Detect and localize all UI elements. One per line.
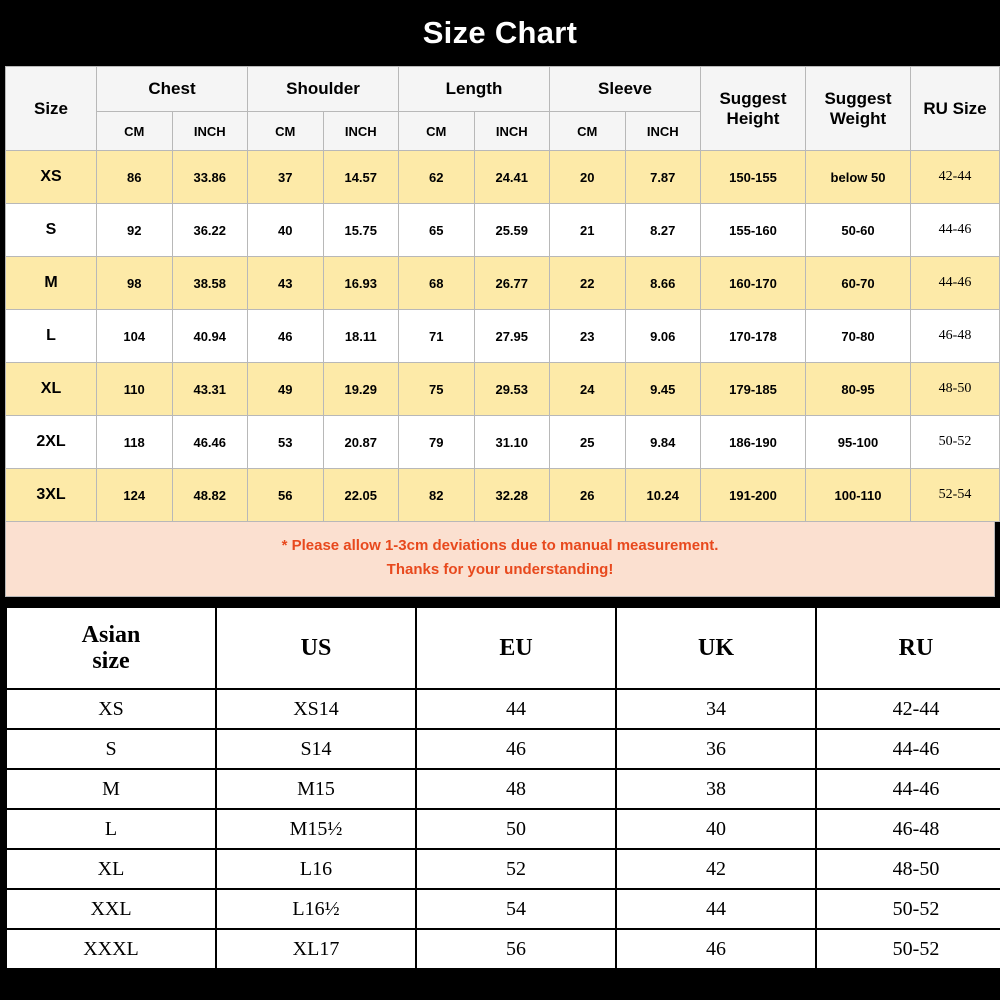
cell-shoulder-cm: 37 xyxy=(248,151,324,204)
header-ru: RU xyxy=(816,607,1000,689)
main-size-table-container xyxy=(0,66,1000,522)
cell-us: L16 xyxy=(216,849,416,889)
cell-ru: 48-50 xyxy=(911,363,1000,416)
table-row xyxy=(6,257,1000,310)
cell-shoulder-cm: 53 xyxy=(248,416,324,469)
conversion-header-row xyxy=(6,607,1000,689)
table-row xyxy=(6,151,1000,204)
cell-eu: 52 xyxy=(416,849,616,889)
cell-uk: 46 xyxy=(616,929,816,969)
cell-eu: 56 xyxy=(416,929,616,969)
cell-length-inch: 24.41 xyxy=(474,151,550,204)
cell-ru: 42-44 xyxy=(816,689,1000,729)
cell-ru: 44-46 xyxy=(911,257,1000,310)
conversion-table-body xyxy=(6,689,1000,969)
cell-size: S xyxy=(6,204,97,257)
cell-size: 2XL xyxy=(6,416,97,469)
cell-weight: 100-110 xyxy=(806,469,911,522)
cell-length-inch: 25.59 xyxy=(474,204,550,257)
header-ru-size: RU Size xyxy=(911,67,1000,151)
cell-height: 150-155 xyxy=(701,151,806,204)
cell-shoulder-cm: 40 xyxy=(248,204,324,257)
cell-length-cm: 71 xyxy=(399,310,475,363)
cell-length-inch: 26.77 xyxy=(474,257,550,310)
main-size-table xyxy=(5,66,1000,522)
cell-ru: 44-46 xyxy=(911,204,1000,257)
subheader-shoulder-cm: CM xyxy=(248,112,324,151)
subheader-sleeve-cm: CM xyxy=(550,112,626,151)
subheader-length-inch: INCH xyxy=(474,112,550,151)
cell-ru: 46-48 xyxy=(816,809,1000,849)
cell-ru: 44-46 xyxy=(816,769,1000,809)
cell-weight: 80-95 xyxy=(806,363,911,416)
cell-asian: M xyxy=(6,769,216,809)
cell-chest-inch: 46.46 xyxy=(172,416,248,469)
cell-height: 191-200 xyxy=(701,469,806,522)
cell-sleeve-cm: 24 xyxy=(550,363,626,416)
page-title: Size Chart xyxy=(422,15,578,50)
cell-asian: S xyxy=(6,729,216,769)
cell-chest-cm: 110 xyxy=(97,363,173,416)
cell-eu: 44 xyxy=(416,689,616,729)
cell-sleeve-cm: 25 xyxy=(550,416,626,469)
header-suggest-height: Suggest Height xyxy=(701,67,806,151)
cell-sleeve-inch: 10.24 xyxy=(625,469,701,522)
cell-sleeve-cm: 22 xyxy=(550,257,626,310)
table-row xyxy=(6,889,1000,929)
subheader-sleeve-inch: INCH xyxy=(625,112,701,151)
cell-uk: 44 xyxy=(616,889,816,929)
cell-shoulder-inch: 15.75 xyxy=(323,204,399,257)
table-row xyxy=(6,929,1000,969)
subheader-chest-cm: CM xyxy=(97,112,173,151)
cell-shoulder-cm: 43 xyxy=(248,257,324,310)
cell-ru: 42-44 xyxy=(911,151,1000,204)
subheader-shoulder-inch: INCH xyxy=(323,112,399,151)
cell-ru: 46-48 xyxy=(911,310,1000,363)
cell-weight: below 50 xyxy=(806,151,911,204)
header-sleeve: Sleeve xyxy=(550,67,701,112)
cell-height: 186-190 xyxy=(701,416,806,469)
cell-height: 155-160 xyxy=(701,204,806,257)
cell-sleeve-cm: 21 xyxy=(550,204,626,257)
cell-eu: 48 xyxy=(416,769,616,809)
cell-weight: 95-100 xyxy=(806,416,911,469)
cell-uk: 42 xyxy=(616,849,816,889)
cell-chest-cm: 118 xyxy=(97,416,173,469)
measurement-note xyxy=(5,522,995,597)
cell-length-cm: 68 xyxy=(399,257,475,310)
cell-length-inch: 29.53 xyxy=(474,363,550,416)
header-asian-size xyxy=(6,607,216,689)
cell-shoulder-cm: 49 xyxy=(248,363,324,416)
cell-weight: 50-60 xyxy=(806,204,911,257)
cell-length-cm: 75 xyxy=(399,363,475,416)
cell-length-cm: 65 xyxy=(399,204,475,257)
cell-sleeve-inch: 9.84 xyxy=(625,416,701,469)
cell-sleeve-inch: 9.45 xyxy=(625,363,701,416)
title-bar xyxy=(0,0,1000,66)
table-row xyxy=(6,809,1000,849)
cell-asian: XS xyxy=(6,689,216,729)
cell-asian: XXXL xyxy=(6,929,216,969)
cell-uk: 36 xyxy=(616,729,816,769)
cell-us: M15 xyxy=(216,769,416,809)
cell-ru: 50-52 xyxy=(911,416,1000,469)
cell-uk: 38 xyxy=(616,769,816,809)
main-table-body xyxy=(6,151,1000,522)
header-asian-line2: size xyxy=(92,648,130,674)
cell-shoulder-inch: 14.57 xyxy=(323,151,399,204)
cell-asian: XXL xyxy=(6,889,216,929)
cell-us: XS14 xyxy=(216,689,416,729)
cell-ru: 52-54 xyxy=(911,469,1000,522)
cell-chest-inch: 43.31 xyxy=(172,363,248,416)
cell-eu: 54 xyxy=(416,889,616,929)
cell-weight: 60-70 xyxy=(806,257,911,310)
cell-sleeve-cm: 23 xyxy=(550,310,626,363)
cell-us: M15½ xyxy=(216,809,416,849)
table-row xyxy=(6,689,1000,729)
cell-height: 160-170 xyxy=(701,257,806,310)
cell-size: L xyxy=(6,310,97,363)
cell-sleeve-cm: 26 xyxy=(550,469,626,522)
cell-length-inch: 27.95 xyxy=(474,310,550,363)
cell-chest-cm: 98 xyxy=(97,257,173,310)
cell-length-cm: 62 xyxy=(399,151,475,204)
cell-us: L16½ xyxy=(216,889,416,929)
cell-height: 179-185 xyxy=(701,363,806,416)
cell-ru: 44-46 xyxy=(816,729,1000,769)
cell-chest-cm: 86 xyxy=(97,151,173,204)
cell-shoulder-inch: 19.29 xyxy=(323,363,399,416)
header-asian-line1: Asian xyxy=(81,622,141,648)
cell-size: XL xyxy=(6,363,97,416)
cell-uk: 40 xyxy=(616,809,816,849)
cell-us: S14 xyxy=(216,729,416,769)
main-table-header-row-1 xyxy=(6,67,1000,112)
conversion-table-head xyxy=(6,607,1000,689)
header-eu: EU xyxy=(416,607,616,689)
table-row xyxy=(6,769,1000,809)
cell-chest-cm: 104 xyxy=(97,310,173,363)
cell-ru: 50-52 xyxy=(816,889,1000,929)
table-row xyxy=(6,729,1000,769)
cell-shoulder-inch: 22.05 xyxy=(323,469,399,522)
cell-sleeve-inch: 8.27 xyxy=(625,204,701,257)
cell-chest-inch: 33.86 xyxy=(172,151,248,204)
table-row xyxy=(6,469,1000,522)
header-size: Size xyxy=(6,67,97,151)
cell-asian: L xyxy=(6,809,216,849)
cell-length-cm: 79 xyxy=(399,416,475,469)
table-row xyxy=(6,849,1000,889)
cell-chest-inch: 38.58 xyxy=(172,257,248,310)
cell-length-inch: 32.28 xyxy=(474,469,550,522)
cell-shoulder-inch: 16.93 xyxy=(323,257,399,310)
cell-uk: 34 xyxy=(616,689,816,729)
table-row xyxy=(6,204,1000,257)
cell-us: XL17 xyxy=(216,929,416,969)
note-line-1: * Please allow 1-3cm deviations due to manual measurement. xyxy=(281,537,719,554)
cell-ru: 48-50 xyxy=(816,849,1000,889)
main-table-head xyxy=(6,67,1000,151)
header-shoulder: Shoulder xyxy=(248,67,399,112)
cell-asian: XL xyxy=(6,849,216,889)
cell-shoulder-cm: 56 xyxy=(248,469,324,522)
cell-chest-inch: 48.82 xyxy=(172,469,248,522)
cell-size: 3XL xyxy=(6,469,97,522)
cell-length-inch: 31.10 xyxy=(474,416,550,469)
cell-sleeve-inch: 8.66 xyxy=(625,257,701,310)
header-suggest-weight: Suggest Weight xyxy=(806,67,911,151)
cell-chest-cm: 92 xyxy=(97,204,173,257)
cell-height: 170-178 xyxy=(701,310,806,363)
cell-size: M xyxy=(6,257,97,310)
subheader-length-cm: CM xyxy=(399,112,475,151)
cell-sleeve-inch: 9.06 xyxy=(625,310,701,363)
header-uk: UK xyxy=(616,607,816,689)
cell-sleeve-cm: 20 xyxy=(550,151,626,204)
header-chest: Chest xyxy=(97,67,248,112)
conversion-table-container xyxy=(5,606,995,970)
cell-shoulder-inch: 20.87 xyxy=(323,416,399,469)
table-row xyxy=(6,363,1000,416)
cell-length-cm: 82 xyxy=(399,469,475,522)
table-row xyxy=(6,416,1000,469)
subheader-chest-inch: INCH xyxy=(172,112,248,151)
cell-shoulder-inch: 18.11 xyxy=(323,310,399,363)
cell-chest-inch: 36.22 xyxy=(172,204,248,257)
size-conversion-table xyxy=(5,606,1000,970)
cell-eu: 50 xyxy=(416,809,616,849)
cell-size: XS xyxy=(6,151,97,204)
table-row xyxy=(6,310,1000,363)
header-length: Length xyxy=(399,67,550,112)
cell-chest-cm: 124 xyxy=(97,469,173,522)
cell-ru: 50-52 xyxy=(816,929,1000,969)
header-us: US xyxy=(216,607,416,689)
cell-eu: 46 xyxy=(416,729,616,769)
cell-weight: 70-80 xyxy=(806,310,911,363)
cell-shoulder-cm: 46 xyxy=(248,310,324,363)
cell-chest-inch: 40.94 xyxy=(172,310,248,363)
cell-sleeve-inch: 7.87 xyxy=(625,151,701,204)
note-line-2: Thanks for your understanding! xyxy=(386,561,614,578)
